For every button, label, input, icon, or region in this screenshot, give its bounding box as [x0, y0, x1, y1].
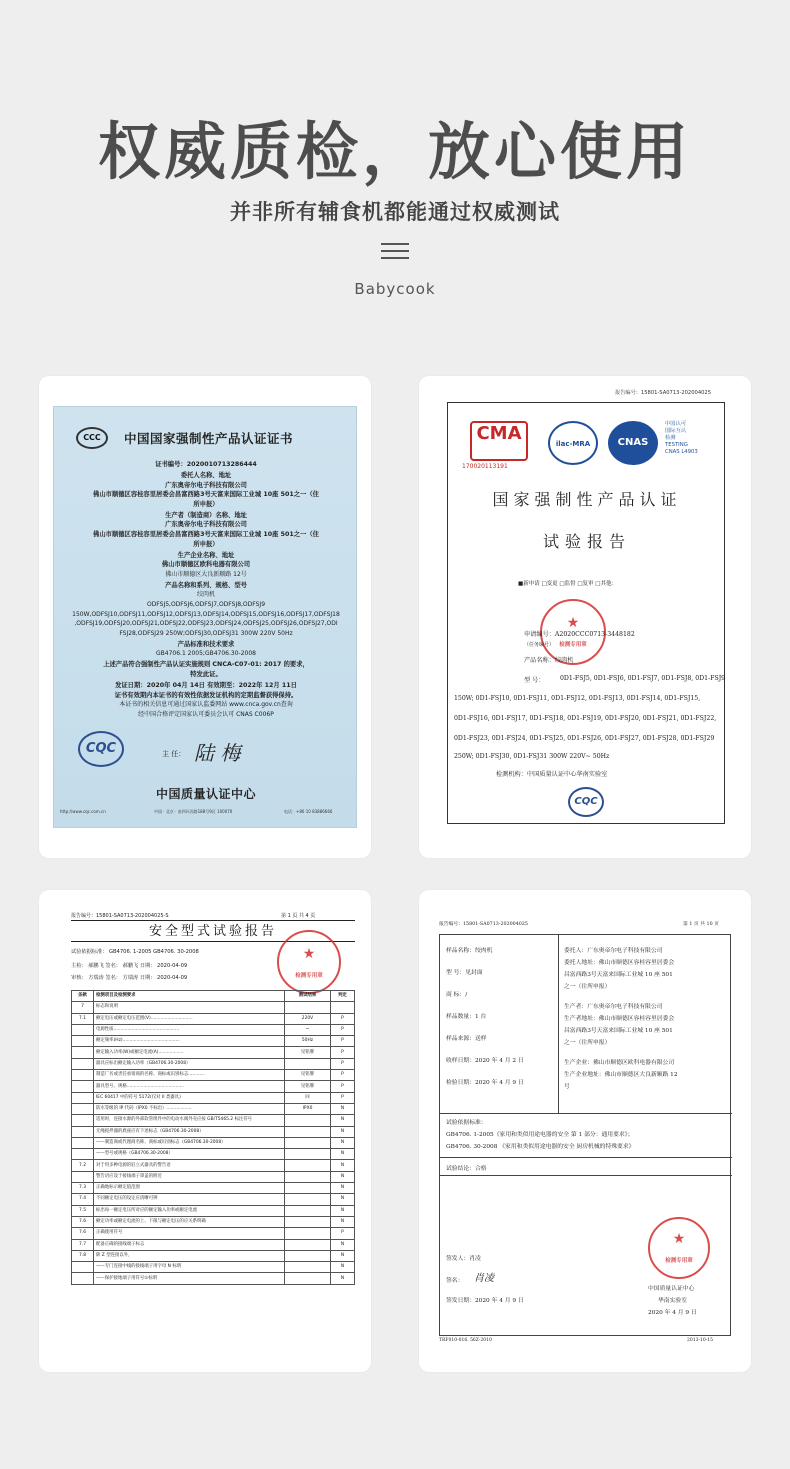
- model-line: 0D1-FSJ5, 0D1-FSJ6, 0D1-FSJ7, 0D1-FSJ8, 0D1-FSJ9: [560, 675, 726, 682]
- certificate-line: 佛山市顺德区欧科电器有限公司: [161, 561, 251, 569]
- test-items-table: [71, 990, 355, 1285]
- safety-test-report: [71, 910, 355, 1352]
- table-cell: P: [331, 1047, 355, 1058]
- certificate-line: GB4706.1 2005;GB4706.30-2008: [156, 650, 256, 658]
- sample-field: 样品数量：1 台: [446, 1014, 487, 1020]
- table-cell: [285, 1137, 331, 1148]
- table-row: [72, 1216, 355, 1227]
- basis-line: GB4706. 30-2008 《家用和类似用途电器的安全 厨房机械的特殊要求》: [446, 1144, 635, 1150]
- table-cell: 7: [72, 1002, 94, 1013]
- certificate-line: 证书有效期内本证书的有效性依据发证机构的定期监督获得保持。: [114, 691, 298, 699]
- signed-label: 签名：: [446, 1278, 464, 1284]
- table-cell: ——专门连接中线的接线端子用字母 N 标明: [94, 1262, 285, 1273]
- model-line: 0D1-FSJ16, 0D1-FSJ17, 0D1-FSJ18, 0D1-FSJ19, 0D1-FSJ20, 0D1-FSJ21, 0D1-FSJ22,: [454, 715, 717, 722]
- model-label: 型 号：: [524, 677, 545, 684]
- table-cell: N: [331, 1239, 355, 1250]
- certificate-line: 佛山市顺德区大良新顺路 12号: [165, 570, 247, 578]
- table-cell: [72, 1171, 94, 1182]
- certificate-line: 佛山市顺德区容桂容里居委会昌富西路3号天富来国际工业城 10座 501之一（住: [93, 491, 319, 499]
- table-cell: 器具应标出额定输入功率（GB4706.30-2008）: [94, 1058, 285, 1069]
- table-row: [72, 1137, 355, 1148]
- table-cell: [72, 1149, 94, 1160]
- basis-label: 试验依据标准：: [446, 1120, 487, 1126]
- certificate-line: 所申报）: [193, 500, 219, 508]
- table-cell: 7.6: [72, 1216, 94, 1227]
- form-date: 2013-10-15: [687, 1338, 713, 1343]
- cqc-seal-icon: CQC: [78, 731, 124, 767]
- cnas-text: 中国认可 国际互认 检测 TESTING CNAS L4903: [665, 421, 698, 455]
- table-cell: [285, 1194, 331, 1205]
- table-cell: [285, 1273, 331, 1284]
- cma-number: 170020113191: [462, 463, 508, 470]
- info-grid: [439, 934, 731, 1336]
- certificate-line: 上述产品符合强制性产品认证实施规则 CNCA-C07-01: 2017 的要求，: [103, 661, 309, 669]
- certificate-line: 生产者（制造商）名称、地址: [165, 511, 247, 519]
- report-subtitle: 试验报告: [542, 532, 631, 551]
- table-row: [72, 1070, 355, 1081]
- table-cell: [285, 1160, 331, 1171]
- test-basis: 试验依据标准： GB4706. 1-2005 GB4706. 30-2008: [71, 949, 199, 955]
- footer-address: 中国 · 北京 · 南四环西路188号9区 100070: [154, 809, 233, 814]
- table-row: [72, 1239, 355, 1250]
- certificate-line: 广东奥帝尔电子科技有限公司: [165, 521, 247, 529]
- table-cell: 正确使用符号: [94, 1228, 285, 1239]
- table-cell: N: [331, 1262, 355, 1273]
- party-field: 生产者：广东奥帝尔电子科技有限公司: [564, 1004, 663, 1010]
- table-cell: N: [331, 1205, 355, 1216]
- certificate-line: 证书编号：2020010713286444: [155, 461, 257, 468]
- party-field: 生产企业地址：佛山市顺德区大良新顺路 12: [564, 1072, 678, 1078]
- table-cell: N: [331, 1160, 355, 1171]
- table-cell: 220V: [285, 1013, 331, 1024]
- testing-lab: 检测机构：中国质量认证中心华南实验室: [496, 771, 608, 778]
- table-cell: N: [331, 1137, 355, 1148]
- certificate-line: 产品标准和技术要求: [177, 640, 235, 648]
- table-cell: 器具型号、规格.........................................: [94, 1081, 285, 1092]
- table-cell: [72, 1115, 94, 1126]
- page-title: 权威质检，放心使用: [97, 115, 692, 188]
- party-field: 生产企业：佛山市顺德区欧科电器有限公司: [564, 1060, 675, 1066]
- table-cell: 7.7: [72, 1239, 94, 1250]
- form-code: TRF010-016. 56Z-2010: [439, 1338, 492, 1343]
- table-cell: P: [331, 1013, 355, 1024]
- table-cell: 额定输入功率(W)或额定电流(A)..................: [94, 1047, 285, 1058]
- table-cell: N: [331, 1273, 355, 1284]
- table-row: [72, 1183, 355, 1194]
- table-row: [72, 1126, 355, 1137]
- table-cell: 不同额定电压的设定应清晰可辨: [94, 1194, 285, 1205]
- table-row: [72, 1002, 355, 1013]
- page-indicator: 第 1 页 共 4 页: [281, 913, 316, 919]
- table-cell: [331, 1002, 355, 1013]
- report-title: 安全型式试验报告: [71, 920, 355, 942]
- sample-field: 检验日期：2020 年 4 月 9 日: [446, 1080, 524, 1086]
- table-cell: [285, 1239, 331, 1250]
- table-cell: 额定功率或额定电流的上、下限与额定电压的应关系明确: [94, 1216, 285, 1227]
- table-row: [72, 1205, 355, 1216]
- table-cell: IPX0: [285, 1103, 331, 1114]
- table-cell: 7.2: [72, 1160, 94, 1171]
- table-cell: [72, 1058, 94, 1069]
- application-type: ■新申请 □变更 □监督 □复审 □其他：: [518, 581, 617, 587]
- table-cell: N: [331, 1171, 355, 1182]
- certificate-title: 中国国家强制性产品认证证书: [124, 431, 294, 446]
- table-cell: P: [331, 1092, 355, 1103]
- party-field: 之一（住所申报）: [564, 1040, 611, 1046]
- cnas-logo-icon: CNAS: [608, 421, 658, 465]
- table-cell: 额定频率(Hz).........................................: [94, 1036, 285, 1047]
- table-cell: [285, 1216, 331, 1227]
- sample-field: 收样日期：2020 年 4 月 2 日: [446, 1058, 524, 1064]
- table-cell: 7.1: [72, 1013, 94, 1024]
- table-cell: 7.3: [72, 1183, 94, 1194]
- product-name: 产品名称：绞肉机: [524, 657, 574, 664]
- table-row: [72, 1194, 355, 1205]
- lab-name: 华南实验室: [658, 1298, 687, 1304]
- issue-date: 签发日期：2020 年 4 月 9 日: [446, 1298, 524, 1304]
- table-cell: 见铭牌: [285, 1070, 331, 1081]
- table-row: [72, 1228, 355, 1239]
- director-label: 主 任：: [162, 750, 186, 758]
- table-cell: 标志和说明: [94, 1002, 285, 1013]
- certificate-line: 佛山市顺德区容桂容里居委会昌富西路3号天富来国际工业城 10座 501之一（住: [93, 531, 319, 538]
- party-field: 委托人：广东奥帝尔电子科技有限公司: [564, 948, 663, 954]
- table-cell: [285, 1205, 331, 1216]
- footer-tel: 电话：+86 10 83886666: [284, 809, 333, 814]
- report-cover: [447, 402, 725, 824]
- table-cell: [285, 1058, 331, 1069]
- sample-info-card[interactable]: [419, 890, 751, 1372]
- table-row: [72, 1103, 355, 1114]
- sample-field: 商 标：/: [446, 992, 468, 998]
- chief-tester: 主检： 郝鹏飞 签名： 郝鹏飞 日期： 2020-04-09: [71, 963, 188, 969]
- table-cell: ~: [285, 1024, 331, 1035]
- table-cell: [285, 1149, 331, 1160]
- table-cell: [285, 1250, 331, 1261]
- certificate-line: 产品名称和系列、规格、型号: [165, 581, 247, 589]
- table-cell: P: [331, 1036, 355, 1047]
- table-cell: 适用时，连接水源的外部软管组件中的电动水阀外壳应按 GB/T5465.2 标注符号: [94, 1115, 285, 1126]
- table-row: [72, 1092, 355, 1103]
- party-field: 生产者地址：佛山市顺德区容桂容里居委会: [564, 1016, 675, 1022]
- report-title: 国家强制性产品认证: [492, 490, 682, 509]
- table-row: [72, 1273, 355, 1284]
- table-cell: 见铭牌: [285, 1047, 331, 1058]
- cqc-logo-icon: CQC: [568, 787, 604, 817]
- table-cell: [285, 1183, 331, 1194]
- certificate-line: 本证书的相关信息可通过国家认监委网站 www.cnca.gov.cn查询: [119, 701, 293, 709]
- table-cell: P: [331, 1081, 355, 1092]
- certificate-line: 委托人名称、地址: [180, 472, 232, 479]
- test-report-cover-card[interactable]: [419, 376, 751, 858]
- certificate-line: 绞肉机: [196, 591, 215, 599]
- table-cell: 50Hz: [285, 1036, 331, 1047]
- table-cell: 制造厂名或责任承销商的名称、商标或识别标志............: [94, 1070, 285, 1081]
- table-cell: P: [331, 1024, 355, 1035]
- table-cell: 7.8: [72, 1250, 94, 1261]
- party-field: 昌富西路3号天富来国际工业城 10 座 501: [564, 972, 673, 978]
- table-cell: N: [331, 1216, 355, 1227]
- certificate-line: FSJ28,ODFSJ29 250W;ODFSJ30,ODFSJ31 300W 220V 50Hz: [119, 629, 293, 637]
- certificate-line: ODFSJ5,ODFSJ6,ODFSJ7,ODFSJ8,ODFSJ9: [146, 601, 266, 608]
- party-field: 号: [564, 1084, 570, 1090]
- brand-name: Babycook: [354, 280, 436, 298]
- table-header-cell: 测试结果: [285, 991, 331, 1002]
- ilac-mra-logo-icon: ilac-MRA: [548, 421, 598, 465]
- lab-date: 2020 年 4 月 9 日: [648, 1310, 697, 1316]
- footer-url: http://www.cqc.com.cn: [60, 809, 106, 814]
- table-cell: N: [331, 1115, 355, 1126]
- table-cell: [72, 1273, 94, 1284]
- table-row: [72, 1171, 355, 1182]
- table-row: [72, 1250, 355, 1261]
- model-line: 0D1-FSJ23, 0D1-FSJ24, 0D1-FSJ25, 0D1-FSJ26, 0D1-FSJ27, 0D1-FSJ28, 0D1-FSJ29: [454, 735, 715, 742]
- table-cell: [72, 1137, 94, 1148]
- table-header-cell: 判定: [331, 991, 355, 1002]
- table-cell: 标出每一额定电压所对应的额定输入功率或额定电流: [94, 1205, 285, 1216]
- table-cell: N: [331, 1194, 355, 1205]
- table-cell: 正确地标示额定值范围: [94, 1183, 285, 1194]
- party-field: 昌富西路3号天富来国际工业城 10 座 501: [564, 1028, 673, 1034]
- test-seal-icon: ★ 检测专用章: [277, 930, 341, 994]
- party-field: 委托人地址：佛山市顺德区容桂容里居委会: [564, 960, 675, 966]
- table-cell: ——制造商或代理商名称、商标或识别标志（GB4706.30-2008）: [94, 1137, 285, 1148]
- table-cell: [285, 1171, 331, 1182]
- table-cell: N: [331, 1149, 355, 1160]
- ccc-logo-icon: CCC: [76, 427, 108, 449]
- table-cell: 对于用多种电源的驻立式器具的警告语: [94, 1160, 285, 1171]
- table-cell: [285, 1126, 331, 1137]
- ccc-certificate: [53, 406, 357, 828]
- certificate-line: 生产企业名称、地址: [177, 551, 235, 559]
- table-cell: 额定电压或额定电压范围(V)..............................: [94, 1013, 285, 1024]
- reviewer: 审核： 方瑞涛 签名： 方瑞涛 日期： 2020-04-09: [71, 975, 188, 981]
- task-number-note: （任务编号）: [524, 642, 555, 648]
- table-cell: 防水等级的 IP 代码（IPX0 不标出）..................: [94, 1103, 285, 1114]
- table-cell: N: [331, 1183, 355, 1194]
- table-cell: ——保护接地端子用符号①标明: [94, 1273, 285, 1284]
- certificate-line: 150W,ODFSJ10,ODFSJ11,ODFSJ12,ODFSJ13,ODFSJ14,ODFSJ15,ODFSJ16,ODFSJ17,ODFSJ18: [72, 610, 340, 618]
- table-cell: [72, 1036, 94, 1047]
- table-cell: P: [331, 1058, 355, 1069]
- table-cell: 7.6: [72, 1228, 94, 1239]
- table-row: [72, 1013, 355, 1024]
- table-cell: P: [331, 1228, 355, 1239]
- table-cell: 电源性质...............................................: [94, 1024, 285, 1035]
- party-field: 之一（住所申报）: [564, 984, 611, 990]
- sample-field: 样品名称：绞肉机: [446, 948, 493, 954]
- model-line: 150W; 0D1-FSJ10, 0D1-FSJ11, 0D1-FSJ12, 0D1-FSJ13, 0D1-FSJ14, 0D1-FSJ15,: [454, 695, 701, 702]
- report-number: 报告编号：15801-SA0713-202004025: [615, 390, 712, 396]
- table-row: [72, 1024, 355, 1035]
- test-seal-icon: ★ 检测专用章: [648, 1217, 710, 1279]
- page-indicator: 第 1 页 共 10 页: [683, 922, 719, 927]
- certificate-line: 所申报）: [193, 540, 219, 548]
- table-cell: N: [331, 1126, 355, 1137]
- report-number: 报告编号：15801-SA0713-202004025-S: [71, 913, 169, 919]
- table-cell: [72, 1081, 94, 1092]
- table-cell: [72, 1047, 94, 1058]
- table-cell: 无绳搅拌器的底座应有下述标志（GB4706.30-2008）: [94, 1126, 285, 1137]
- model-line: 250W; 0D1-FSJ30, 0D1-FSJ31 300W 220V~ 50Hz: [454, 753, 610, 760]
- report-number: 报告编号：15801-SA0713-202004025: [439, 922, 528, 927]
- table-cell: 7.5: [72, 1205, 94, 1216]
- issuing-org: 中国质量认证中心: [155, 787, 256, 801]
- table-cell: 配备正确的接线端子标志: [94, 1239, 285, 1250]
- table-cell: [72, 1024, 94, 1035]
- issuer: 签发人：肖凌: [446, 1256, 481, 1262]
- table-row: [72, 1081, 355, 1092]
- table-cell: 见铭牌: [285, 1081, 331, 1092]
- page-subtitle: 并非所有辅食机都能通过权威测试: [230, 200, 560, 224]
- conclusion: 试验结论：合格: [446, 1166, 487, 1172]
- table-row: [72, 1149, 355, 1160]
- table-header-row: [72, 991, 355, 1002]
- table-cell: 7.4: [72, 1194, 94, 1205]
- table-cell: 警告语应设于接线端子罩盖的附近: [94, 1171, 285, 1182]
- director-signature: 陆 梅: [194, 741, 241, 765]
- table-cell: [285, 1228, 331, 1239]
- menu-icon: [381, 243, 409, 261]
- table-row: [72, 1047, 355, 1058]
- table-cell: IEC 60417 中的符号 5172(仅对 II 类器具): [94, 1092, 285, 1103]
- table-row: [72, 1160, 355, 1171]
- test-seal-icon: ★ 检测专用章: [540, 599, 606, 665]
- certificate-line: 发证日期：2020年 04月 14日 有效期至：2022年 12月 11日: [115, 682, 297, 689]
- table-cell: [72, 1092, 94, 1103]
- table-cell: 除 Z 型连接以外，: [94, 1250, 285, 1261]
- table-cell: [72, 1262, 94, 1273]
- ccc-certificate-card[interactable]: [39, 376, 371, 858]
- certificate-line: 特发此证。: [190, 671, 222, 678]
- table-cell: [285, 1262, 331, 1273]
- table-cell: [285, 1002, 331, 1013]
- table-row: [72, 1036, 355, 1047]
- table-cell: 回: [285, 1092, 331, 1103]
- table-cell: [72, 1103, 94, 1114]
- table-header-cell: 条款: [72, 991, 94, 1002]
- basis-line: GB4706. 1-2005《家用和类似用途电器的安全 第 1 部分：通用要求》；: [446, 1132, 634, 1138]
- table-row: [72, 1058, 355, 1069]
- sample-field: 样品来源：送样: [446, 1036, 487, 1042]
- table-cell: [72, 1126, 94, 1137]
- table-cell: [72, 1070, 94, 1081]
- table-cell: P: [331, 1070, 355, 1081]
- table-cell: [285, 1115, 331, 1126]
- table-row: [72, 1115, 355, 1126]
- lab-org: 中国质量认证中心: [648, 1286, 695, 1292]
- table-header-cell: 检测项目及检测要求: [94, 991, 285, 1002]
- table-row: [72, 1262, 355, 1273]
- sample-info-page: [439, 916, 731, 1346]
- sample-field: 型 号：见封面: [446, 970, 483, 976]
- application-number: 申请编号：A2020CCC0713-3448182: [524, 631, 635, 638]
- certificate-line: ,ODFSJ19,ODFSJ20,ODFSJ21,ODFSJ22,ODFSJ23,ODFSJ24,ODFSJ25,ODFSJ26,ODFSJ27,ODI: [74, 620, 338, 628]
- certificate-line: 经中国合格评定国家认可委员会认可 CNAS C006P: [138, 710, 274, 718]
- table-cell: ——型号或规格（GB4706.30-2008）: [94, 1149, 285, 1160]
- table-cell: N: [331, 1103, 355, 1114]
- issuer-signature: 肖凌: [474, 1273, 494, 1284]
- certificate-line: 广东奥帝尔电子科技有限公司: [165, 481, 247, 489]
- safety-test-report-card[interactable]: [39, 890, 371, 1372]
- table-cell: N: [331, 1250, 355, 1261]
- cma-logo-icon: CMA: [470, 421, 528, 461]
